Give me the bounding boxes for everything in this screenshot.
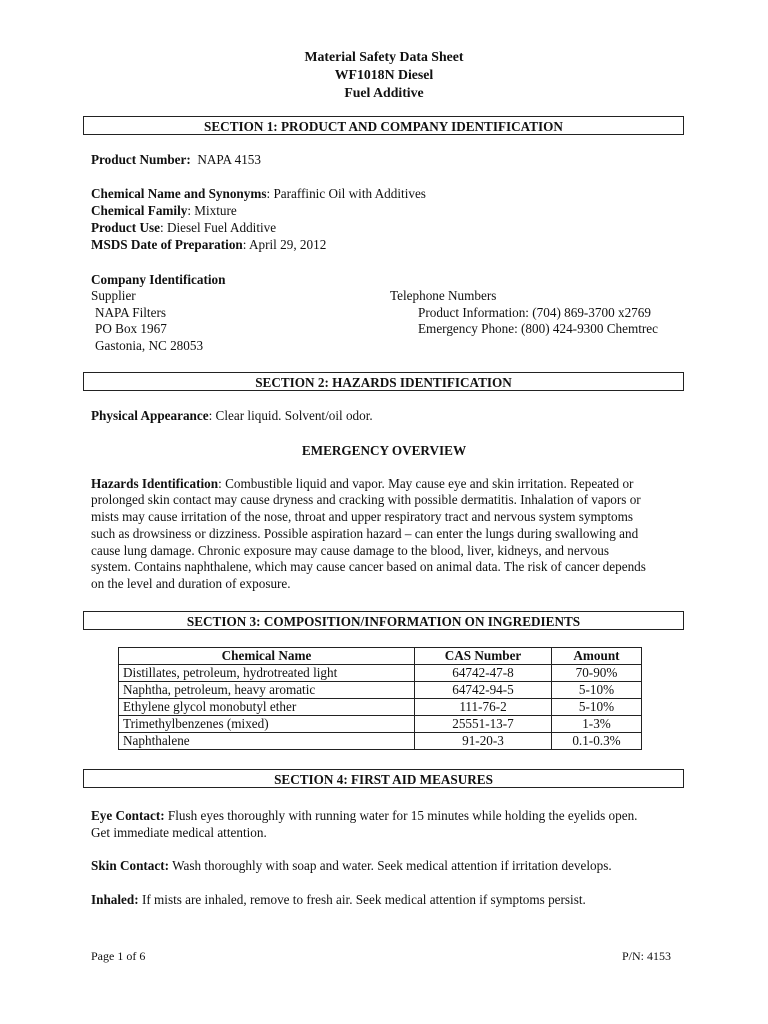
cell-amount: 1-3%: [552, 716, 642, 733]
table-row: [119, 716, 642, 733]
hazards-line-2: prolonged skin contact may cause dryness and cracking with possible dermatitis. Inhalation of vapors or: [91, 492, 641, 507]
section1-heading: SECTION 1: PRODUCT AND COMPANY IDENTIFICATION: [83, 116, 684, 135]
cell-amount: 5-10%: [552, 682, 642, 699]
hazards-label: Hazards Identification: [91, 476, 219, 491]
cell-chemical: Naphthalene: [119, 733, 415, 750]
col-amount: Amount: [552, 648, 642, 665]
cell-amount: 5-10%: [552, 699, 642, 716]
table-header-row: [119, 648, 642, 665]
company-id-label: Company Identification: [91, 272, 226, 287]
cell-cas: 111-76-2: [415, 699, 552, 716]
hazards-line-1: Hazards Identification: Combustible liquid and vapor. May cause eye and skin irritation. Repeated or: [91, 476, 634, 491]
section4-heading: SECTION 4: FIRST AID MEASURES: [83, 769, 684, 788]
doc-title-line1: Material Safety Data Sheet: [304, 49, 464, 64]
ingredients-table: [118, 647, 642, 750]
cell-cas: 25551-13-7: [415, 716, 552, 733]
phone-emergency: Emergency Phone: (800) 424-9300 Chemtrec: [418, 321, 659, 336]
product-number-value: NAPA 4153: [197, 152, 261, 167]
skin-contact-label: Skin Contact:: [91, 858, 170, 873]
appearance-label: Physical Appearance: [91, 408, 209, 423]
supplier-name: NAPA Filters: [95, 305, 166, 320]
table-row: [119, 699, 642, 716]
emergency-overview-heading: EMERGENCY OVERVIEW: [301, 443, 467, 458]
supplier-city: Gastonia, NC 28053: [95, 338, 204, 353]
msds-date-value: : April 29, 2012: [242, 237, 327, 252]
chem-name-value: : Paraffinic Oil with Additives: [266, 186, 426, 201]
doc-title-line2: WF1018N Diesel: [334, 67, 434, 82]
product-use-row: [91, 220, 276, 237]
chem-family-value: : Mixture: [187, 203, 237, 218]
phone-label: Telephone Numbers: [390, 288, 497, 303]
cell-chemical: Naphtha, petroleum, heavy aromatic: [119, 682, 415, 699]
cell-chemical: Ethylene glycol monobutyl ether: [119, 699, 415, 716]
hazards-line-5: cause lung damage. Chronic exposure may cause damage to the blood, liver, kidneys, and nervous: [91, 543, 610, 558]
hazards-line-4: such as drowsiness or dizziness. Possible aspiration hazard – can enter the lungs during swallowing and: [91, 526, 639, 541]
hazards-line-3: mists may cause irritation of the nose, throat and upper respiratory tract and nervous system symptoms: [91, 509, 634, 524]
cell-cas: 91-20-3: [415, 733, 552, 750]
footer-page-number: Page 1 of 6: [91, 949, 146, 963]
product-number-row: [91, 152, 261, 169]
chem-family-row: [91, 203, 237, 220]
cell-amount: 70-90%: [552, 665, 642, 682]
product-use-label: Product Use: [91, 220, 160, 235]
cell-cas: 64742-94-5: [415, 682, 552, 699]
eye-contact-label: Eye Contact:: [91, 808, 165, 823]
phone-info: Product Information: (704) 869-3700 x2769: [418, 305, 651, 320]
msds-date-row: [91, 237, 326, 254]
cell-amount: 0.1-0.3%: [552, 733, 642, 750]
supplier-label: Supplier: [91, 288, 136, 303]
col-chemical-name: Chemical Name: [119, 648, 415, 665]
eye-contact-line-1: Eye Contact: Flush eyes thoroughly with running water for 15 minutes while holding the eyelids open.: [91, 808, 638, 823]
inhaled-label: Inhaled:: [91, 892, 139, 907]
doc-title-line3: Fuel Additive: [344, 85, 424, 100]
cell-cas: 64742-47-8: [415, 665, 552, 682]
supplier-box: PO Box 1967: [95, 321, 167, 336]
product-number-label: Product Number:: [91, 152, 191, 167]
footer-part-number: P/N: 4153: [622, 949, 672, 963]
chem-name-label: Chemical Name and Synonyms: [91, 186, 267, 201]
chem-family-label: Chemical Family: [91, 203, 188, 218]
skin-contact-row: Skin Contact: Wash thoroughly with soap and water. Seek medical attention if irritation develops.: [91, 858, 612, 873]
inhaled-row: Inhaled: If mists are inhaled, remove to fresh air. Seek medical attention if symptoms persist.: [91, 892, 586, 907]
physical-appearance-row: [91, 408, 373, 425]
eye-contact-line-2: Get immediate medical attention.: [91, 825, 267, 840]
table-row: [119, 733, 642, 750]
cell-chemical: Distillates, petroleum, hydrotreated light: [119, 665, 415, 682]
cell-chemical: Trimethylbenzenes (mixed): [119, 716, 415, 733]
product-use-value: : Diesel Fuel Additive: [159, 220, 277, 235]
hazards-line-7: on the level and duration of exposure.: [91, 576, 291, 591]
msds-date-label: MSDS Date of Preparation: [91, 237, 243, 252]
section3-heading: SECTION 3: COMPOSITION/INFORMATION ON INGREDIENTS: [83, 611, 684, 630]
col-cas-number: CAS Number: [415, 648, 552, 665]
hazards-line-6: system. Contains naphthalene, which may cause cancer based on animal data. The risk of cancer depends: [91, 559, 646, 574]
section2-heading: SECTION 2: HAZARDS IDENTIFICATION: [83, 372, 684, 391]
table-row: [119, 682, 642, 699]
chem-name-row: [91, 186, 426, 203]
appearance-value: : Clear liquid. Solvent/oil odor.: [208, 408, 373, 423]
table-row: [119, 665, 642, 682]
